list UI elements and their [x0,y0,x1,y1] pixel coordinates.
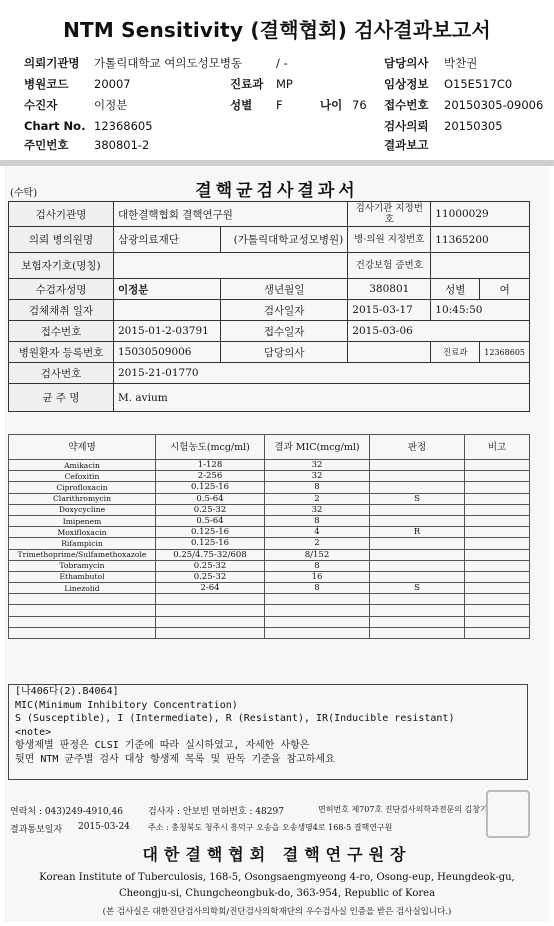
drug-row [9,471,530,482]
sex-label: 성별 [431,279,480,300]
patient-value: 이정분 [94,98,128,112]
drug-mic-cell: 32 [265,460,370,471]
reg-no-value: 15030509006 [114,342,221,363]
drug-remark-cell [465,515,530,526]
test-date-label: 검사일자 [221,300,348,321]
doctor-value: 박찬권 [444,56,478,70]
drug-remark-cell [465,571,530,582]
drug-mic-cell: 8 [265,515,370,526]
lab-code-label: 검사기관 지정번호 [348,202,431,227]
drug-mic-cell: 8 [265,482,370,493]
drug-range-cell: 0.5-64 [156,493,265,504]
drug-range-cell: 1-128 [156,460,265,471]
drug-range-cell: 0.25/4.75-32/608 [156,549,265,560]
reg-no-label: 병원환자 등록번호 [9,342,114,363]
col-mic: 결과 MIC(mcg/ml) [265,435,370,460]
drug-mic-cell: 8 [265,560,370,571]
report-label: 결과보고 [384,138,429,152]
drug-judge-cell [370,471,465,482]
notes-box [8,684,528,780]
drug-range-cell: 0.125-16 [156,482,265,493]
health-id-value [431,253,530,279]
drug-name-cell: Ciprofloxacin [9,482,156,493]
health-id-label: 건강보험 증번호 [348,253,431,279]
drug-row [9,627,530,638]
drug-remark-cell [465,616,530,627]
col-judge: 판정 [370,435,465,460]
drug-name-cell [9,605,156,616]
receipt-date-label: 접수일자 [221,321,348,342]
collect-value [114,300,221,321]
sex-label: 성별 [230,98,253,112]
test-time-value: 10:45:50 [431,300,530,321]
patient-name-value: 이정분 [114,279,221,300]
drug-name-cell: Moxifloxacin [9,527,156,538]
insured-label: 보험자기호(명칭) [9,253,114,279]
drug-judge-cell [370,560,465,571]
institute-address-2: Cheongju-si, Chungcheongbuk-do, 363-954, Republic of Korea [118,888,436,899]
req-hosp-value: 삼광의료재단 [114,227,221,253]
drug-mic-cell: 16 [265,571,370,582]
drug-row [9,482,530,493]
drug-name-cell [9,594,156,605]
drug-row [9,538,530,549]
req-org-extra: / - [276,56,288,70]
drug-range-cell: 0.5-64 [156,515,265,526]
drug-remark-cell [465,627,530,638]
sex-value: 여 [480,279,530,300]
drug-name-cell: Amikacin [9,460,156,471]
drug-judge-cell [370,538,465,549]
species-value: M. avium [114,384,530,412]
note-line: S (Susceptible), I (Intermediate), R (Resistant), IR(Inducible resistant) [15,713,455,724]
phone: 연락처 : 043)249-4910,46 [10,807,123,817]
req-date-label: 검사의뢰 [384,119,429,133]
drug-row [9,460,530,471]
drug-range-cell: 2-256 [156,471,265,482]
drug-judge-cell [370,616,465,627]
drug-judge-cell [370,504,465,515]
drug-judge-cell [370,627,465,638]
drug-remark-cell [465,482,530,493]
test-date-value: 2015-03-17 [348,300,431,321]
drug-range-cell: 0.25-32 [156,560,265,571]
drug-row [9,583,530,594]
drug-remark-cell [465,594,530,605]
drug-mic-cell: 8/152 [265,549,370,560]
note-line: MIC(Minimum Inhibitory Concentration) [15,699,238,711]
doctor-value-2 [348,342,431,363]
doctor-label-2: 담당의사 [221,342,348,363]
hosp-code-value: 11365200 [431,227,530,253]
req-hosp-note: (가톨릭대학교성모병원) [221,227,348,253]
drug-row [9,493,530,504]
seal-stamp [486,790,530,838]
report-date-label: 결과통보일자 [10,825,63,835]
report-title: 결핵균검사결과서 [195,181,359,201]
drug-mic-cell: 2 [265,493,370,504]
note-line: 뒷면 NTM 균주별 검사 대상 항생제 목록 및 판독 기준을 참고하세요 [15,753,335,765]
col-remark: 비고 [465,435,530,460]
drug-mic-cell [265,616,370,627]
certification: (본 검사실은 대한진단검사의학회/진단검사의학재단의 우수검사실 인증을 받은 검사실입니다.) [102,907,452,917]
drug-name-cell: Linezolid [9,583,156,594]
dept-label-2: 진료과 [431,342,480,363]
drug-remark-cell [465,549,530,560]
collect-label: 검체채취 일자 [9,300,114,321]
approver: 면허번호 제707호 진단검사의학과전문의 김창기 [318,805,488,814]
hosp-code-label: 병·의원 지정번호 [348,227,431,253]
patient-label: 수진자 [24,98,58,112]
drug-row [9,594,530,605]
hosp-code-label: 병원코드 [24,77,69,91]
receipt-label: 접수번호 [384,98,429,112]
inspector: 검사자 : 안보빈 면허번호 : 48297 [148,807,284,817]
drug-judge-cell: S [370,493,465,504]
drug-mic-cell: 32 [265,471,370,482]
drug-row [9,571,530,582]
lab-org-label: 검사기관명 [9,202,114,227]
drug-name-cell [9,616,156,627]
drug-name-cell: Ethambutol [9,571,156,582]
drug-range-cell: 0.25-32 [156,571,265,582]
lab-code-value: 11000029 [431,202,530,227]
doctor-label: 담당의사 [384,56,429,70]
drug-name-cell: Imipenem [9,515,156,526]
drug-name-cell: Cefoxitin [9,471,156,482]
drug-remark-cell [465,504,530,515]
drug-range-cell [156,594,265,605]
document-title: NTM Sensitivity (결핵협회) 검사결과보고서 [63,18,491,42]
drug-judge-cell [370,571,465,582]
drug-name-cell: Rifampicin [9,538,156,549]
drug-remark-cell [465,560,530,571]
lab-org-value: 대한결핵협회 결핵연구원 [114,202,348,227]
drug-judge-cell [370,482,465,493]
chart-label: Chart No. [24,119,86,133]
drug-mic-cell [265,594,370,605]
drug-remark-cell [465,493,530,504]
drug-row [9,504,530,515]
age-label: 나이 [320,98,343,112]
patient-info-table [8,201,530,412]
clinical-value: O15E517C0 [444,77,513,91]
drug-row [9,605,530,616]
dept-value-2: 12368605 [480,342,530,363]
drug-row [9,527,530,538]
drug-row [9,515,530,526]
insured-value [114,253,348,279]
drug-range-cell: 0.125-16 [156,538,265,549]
hosp-code-value: 20007 [94,77,131,91]
req-org-value: 가톨릭대학교 여의도성모병동 [94,56,243,70]
species-label: 균 주 명 [9,384,114,412]
dept-label: 진료과 [230,77,264,91]
dob-value: 380801 [348,279,431,300]
drug-judge-cell: S [370,583,465,594]
drug-range-cell [156,605,265,616]
drug-mic-cell [265,605,370,616]
drug-row [9,560,530,571]
drug-mic-cell: 4 [265,527,370,538]
age-value: 76 [352,98,367,112]
receipt-no-label: 접수번호 [9,321,114,342]
drug-remark-cell [465,460,530,471]
note-line: 항생제별 판정은 CLSI 기준에 따라 실시하였고, 자세한 사항은 [15,740,310,751]
drug-judge-cell [370,549,465,560]
req-hosp-label: 의뢰 병의원명 [9,227,114,253]
receipt-value: 20150305-09006 [444,98,544,112]
rrn-label: 주민번호 [24,138,69,152]
drug-name-cell: Tobramycin [9,560,156,571]
drug-row [9,549,530,560]
drug-mic-cell: 32 [265,504,370,515]
drug-mic-cell: 8 [265,583,370,594]
drug-range-cell [156,627,265,638]
drug-judge-cell [370,515,465,526]
test-no-value: 2015-21-01770 [114,363,530,384]
note-line: [나406다(2).B4064] [15,686,119,697]
dept-value: MP [276,77,293,91]
receipt-no-value: 2015-01-2-03791 [114,321,221,342]
drug-name-cell: Trimethoprime/Sulfamethoxazole [9,549,156,560]
dob-label: 생년월일 [221,279,348,300]
req-date-value: 20150305 [444,119,503,133]
drug-range-cell: 0.125-16 [156,527,265,538]
drug-remark-cell [465,538,530,549]
address: 주소 : 충청북도 청주시 흥덕구 오송읍 오송생명4로 168-5 결핵연구원 [148,823,393,832]
drug-remark-cell [465,471,530,482]
copy-tag: (수탁) [10,188,38,199]
drug-name-cell [9,627,156,638]
drug-range-cell: 2-64 [156,583,265,594]
drug-judge-cell [370,460,465,471]
drug-mic-cell [265,627,370,638]
drug-mic-cell: 2 [265,538,370,549]
drug-judge-cell [370,605,465,616]
req-org-label: 의뢰기관명 [24,56,80,70]
drug-remark-cell [465,605,530,616]
chart-value: 12368605 [94,119,153,133]
drug-remark-cell [465,527,530,538]
institute-name: 대한결핵협회 결핵연구원장 [142,845,412,864]
drug-judge-cell: R [370,527,465,538]
drug-remark-cell [465,583,530,594]
drug-row [9,616,530,627]
drug-range-cell: 0.25-32 [156,504,265,515]
sex-value: F [276,98,283,112]
susceptibility-table [8,434,530,639]
note-line: <note> [15,726,52,738]
drug-judge-cell [370,594,465,605]
receipt-date-value: 2015-03-06 [348,321,530,342]
drug-range-cell [156,616,265,627]
col-range: 시험농도(mcg/ml) [156,435,265,460]
test-no-label: 검사번호 [9,363,114,384]
report-date: 2015-03-24 [78,822,130,832]
drug-name-cell: Doxycycline [9,504,156,515]
patient-name-label: 수검자성명 [9,279,114,300]
institute-address-1: Korean Institute of Tuberculosis, 168-5, Osongsaengmyeong 4-ro, Osong-eup, Heungdeok-gu, [39,872,515,883]
rrn-value: 380801-2 [94,138,150,152]
drug-name-cell: Clarithromycin [9,493,156,504]
clinical-label: 임상정보 [384,77,429,91]
col-drug: 약제명 [9,435,156,460]
